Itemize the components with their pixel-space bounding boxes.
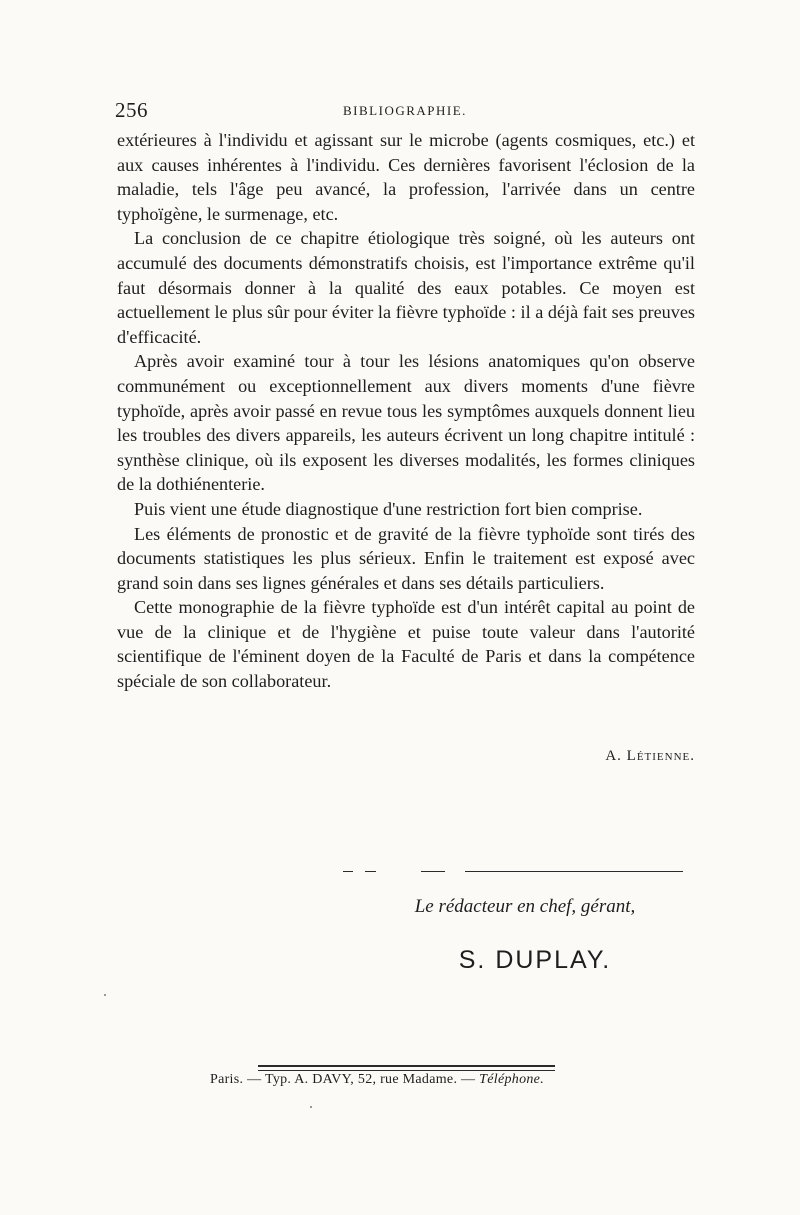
paragraph: Puis vient une étude diagnostique d'une restriction fort bien comprise. bbox=[134, 498, 643, 519]
signature-initial: A. bbox=[605, 748, 622, 764]
footer-rule-thin bbox=[258, 1070, 555, 1071]
print-speck bbox=[310, 1106, 312, 1108]
paragraph: Après avoir examiné tour à tour les lésions anatomiques qu'on observe communément ou exceptionnellement aux divers moments d'une fièvre typhoïde, après avoir passé en revue tous les symptômes auxquels donnent lieu les troubles des divers appareils, les auteurs écrivent un long chapitre intitulé : synthèse clinique, où ils exposent les diverses modalités, les formes cliniques de la dothiénenterie. bbox=[117, 351, 695, 495]
paragraph: extérieures à l'individu et agissant sur le microbe (agents cosmiques, etc.) et aux causes inhérentes à l'individu. Ces dernières favorisent l'éclosion de la maladie, tels l'âge peu avancé, la profession, l'arrivée dans un centre typhoïgène, le surmenage, etc. bbox=[117, 130, 695, 224]
print-speck bbox=[104, 994, 106, 996]
imprint-text: Paris. — Typ. A. DAVY, 52, rue Madame. — bbox=[210, 1072, 476, 1087]
running-head: BIBLIOGRAPHIE. bbox=[343, 103, 467, 118]
paragraph: Les éléments de pronostic et de gravité de la fièvre typhoïde sont tirés des documents statistiques les plus sérieux. Enfin le traitement est exposé avec grand soin dans ses lignes générales et dans ses détails particuliers. bbox=[117, 523, 695, 593]
page-number: 256 bbox=[115, 98, 148, 122]
separator-rule bbox=[343, 871, 683, 872]
editor-role: Le rédacteur en chef, gérant, bbox=[414, 896, 636, 917]
printer-imprint bbox=[210, 1072, 610, 1088]
paragraph: La conclusion de ce chapitre étiologique très soigné, où les auteurs ont accumulé des documents démonstratifs choisis, est l'importance extrême qu'il faut désormais donner à la qualité des eaux potables. Ce moyen est actuellement le plus sûr pour éviter la fièvre typhoïde : il a déjà fait ses preuves d'efficacité. bbox=[117, 228, 695, 347]
review-signature bbox=[117, 748, 695, 765]
paragraph: Cette monographie de la fièvre typhoïde est d'un intérêt capital au point de vue de la clinique et de l'hygiène et puise toute valeur dans l'autorité scientifique de l'éminent doyen de la Faculté de Paris et dans la compétence spéciale de son collaborateur. bbox=[117, 597, 695, 692]
page-header bbox=[115, 98, 695, 124]
footer-rule bbox=[258, 1065, 555, 1067]
article-body bbox=[117, 128, 695, 694]
imprint-phone: Téléphone. bbox=[479, 1072, 544, 1087]
signature-name: Létienne. bbox=[626, 748, 695, 764]
editor-name: S. DUPLAY. bbox=[458, 946, 612, 974]
